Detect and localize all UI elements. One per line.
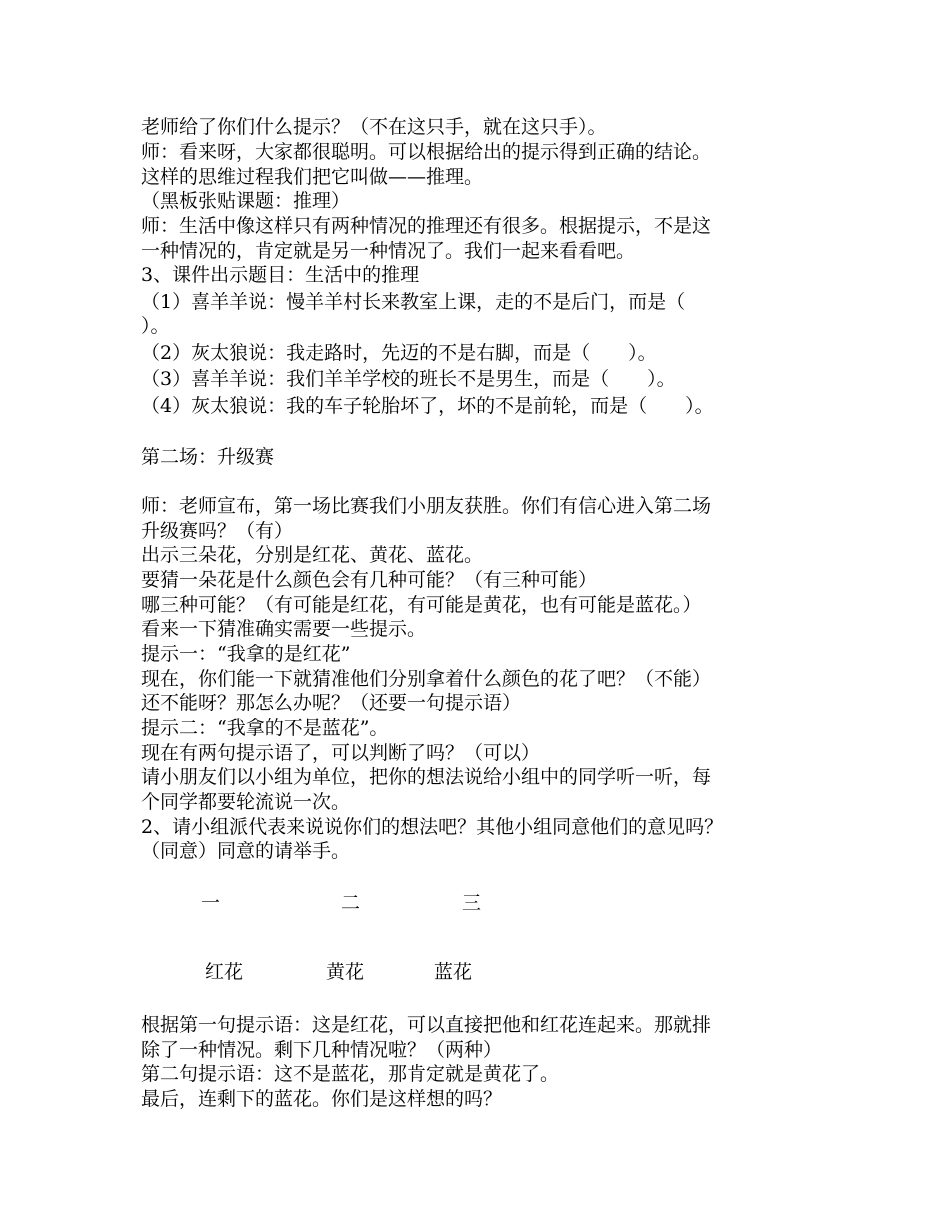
person-label-1: 一 <box>201 892 221 914</box>
question-item-continuation: ）。 <box>141 315 170 337</box>
text-line: 出示三朵花，分别是红花、黄花、蓝花。 <box>141 544 484 566</box>
section-heading: 3、课件出示题目：生活中的推理 <box>141 264 420 286</box>
text-line: 升级赛吗？（有） <box>141 520 294 542</box>
text-line: 师：生活中像这样只有两种情况的推理还有很多。根据提示，不是这 <box>141 215 712 237</box>
text-line: 还不能呀？那怎么办呢？（还要一句提示语） <box>141 692 522 714</box>
person-label-3: 三 <box>462 892 482 914</box>
flower-label-blue: 蓝花 <box>434 961 473 983</box>
text-line: 现在有两句提示语了，可以判断了吗？（可以） <box>141 742 541 764</box>
text-line: 除了一种情况。剩下几种情况啦？（两种） <box>141 1039 503 1061</box>
question-item: （3）喜羊羊说：我们羊羊学校的班长不是男生，而是（ ）。 <box>141 368 676 390</box>
text-line: 看来一下猜准确实需要一些提示。 <box>141 618 427 640</box>
text-line: 个同学都要轮流说一次。 <box>141 791 351 813</box>
text-line: （黑板张贴课题：推理） <box>141 190 351 212</box>
text-line: 根据第一句提示语：这是红花，可以直接把他和红花连起来。那就排 <box>141 1014 712 1036</box>
text-line: 这样的思维过程我们把它叫做——推理。 <box>141 166 484 188</box>
text-line: 要猜一朵花是什么颜色会有几种可能？（有三种可能） <box>141 569 598 591</box>
text-line: （同意）同意的请举手。 <box>141 840 351 862</box>
text-line: 最后，连剩下的蓝花。你们是这样想的吗？ <box>141 1088 503 1110</box>
question-item: （2）灰太狼说：我走路时，先迈的不是右脚，而是（ ）。 <box>141 342 657 364</box>
text-line: 请小朋友们以小组为单位，把你的想法说给小组中的同学听一听，每 <box>141 766 712 788</box>
text-line: 师：老师宣布，第一场比赛我们小朋友获胜。你们有信心进入第二场 <box>141 495 712 517</box>
text-line: 老师给了你们什么提示？（不在这只手，就在这只手）。 <box>141 116 607 138</box>
flower-label-red: 红花 <box>205 961 244 983</box>
question-item: （1）喜羊羊说：慢羊羊村长来教室上课，走的不是后门，而是（ <box>141 291 686 313</box>
text-line: 哪三种可能？（有可能是红花，有可能是黄花，也有可能是蓝花。） <box>141 594 702 616</box>
text-line: 2、请小组派代表来说说你们的想法吧？其他小组同意他们的意见吗？ <box>141 816 724 838</box>
section-heading: 第二场：升级赛 <box>141 446 275 468</box>
person-label-2: 二 <box>341 892 361 914</box>
text-line: 提示一：“我拿的是红花” <box>141 643 351 665</box>
text-line: 第二句提示语：这不是蓝花，那肯定就是黄花了。 <box>141 1063 560 1085</box>
text-line: 现在，你们能一下就猜准他们分别拿着什么颜色的花了吧？（不能） <box>141 668 712 690</box>
text-line: 师：看来呀，大家都很聪明。可以根据给出的提示得到正确的结论。 <box>141 141 712 163</box>
question-item: （4）灰太狼说：我的车子轮胎坏了，坏的不是前轮，而是（ ）。 <box>141 395 714 417</box>
text-line: 提示二：“我拿的不是蓝花”。 <box>141 717 389 739</box>
text-line: 一种情况的，肯定就是另一种情况了。我们一起来看看吧。 <box>141 240 636 262</box>
flower-label-yellow: 黄花 <box>326 961 365 983</box>
